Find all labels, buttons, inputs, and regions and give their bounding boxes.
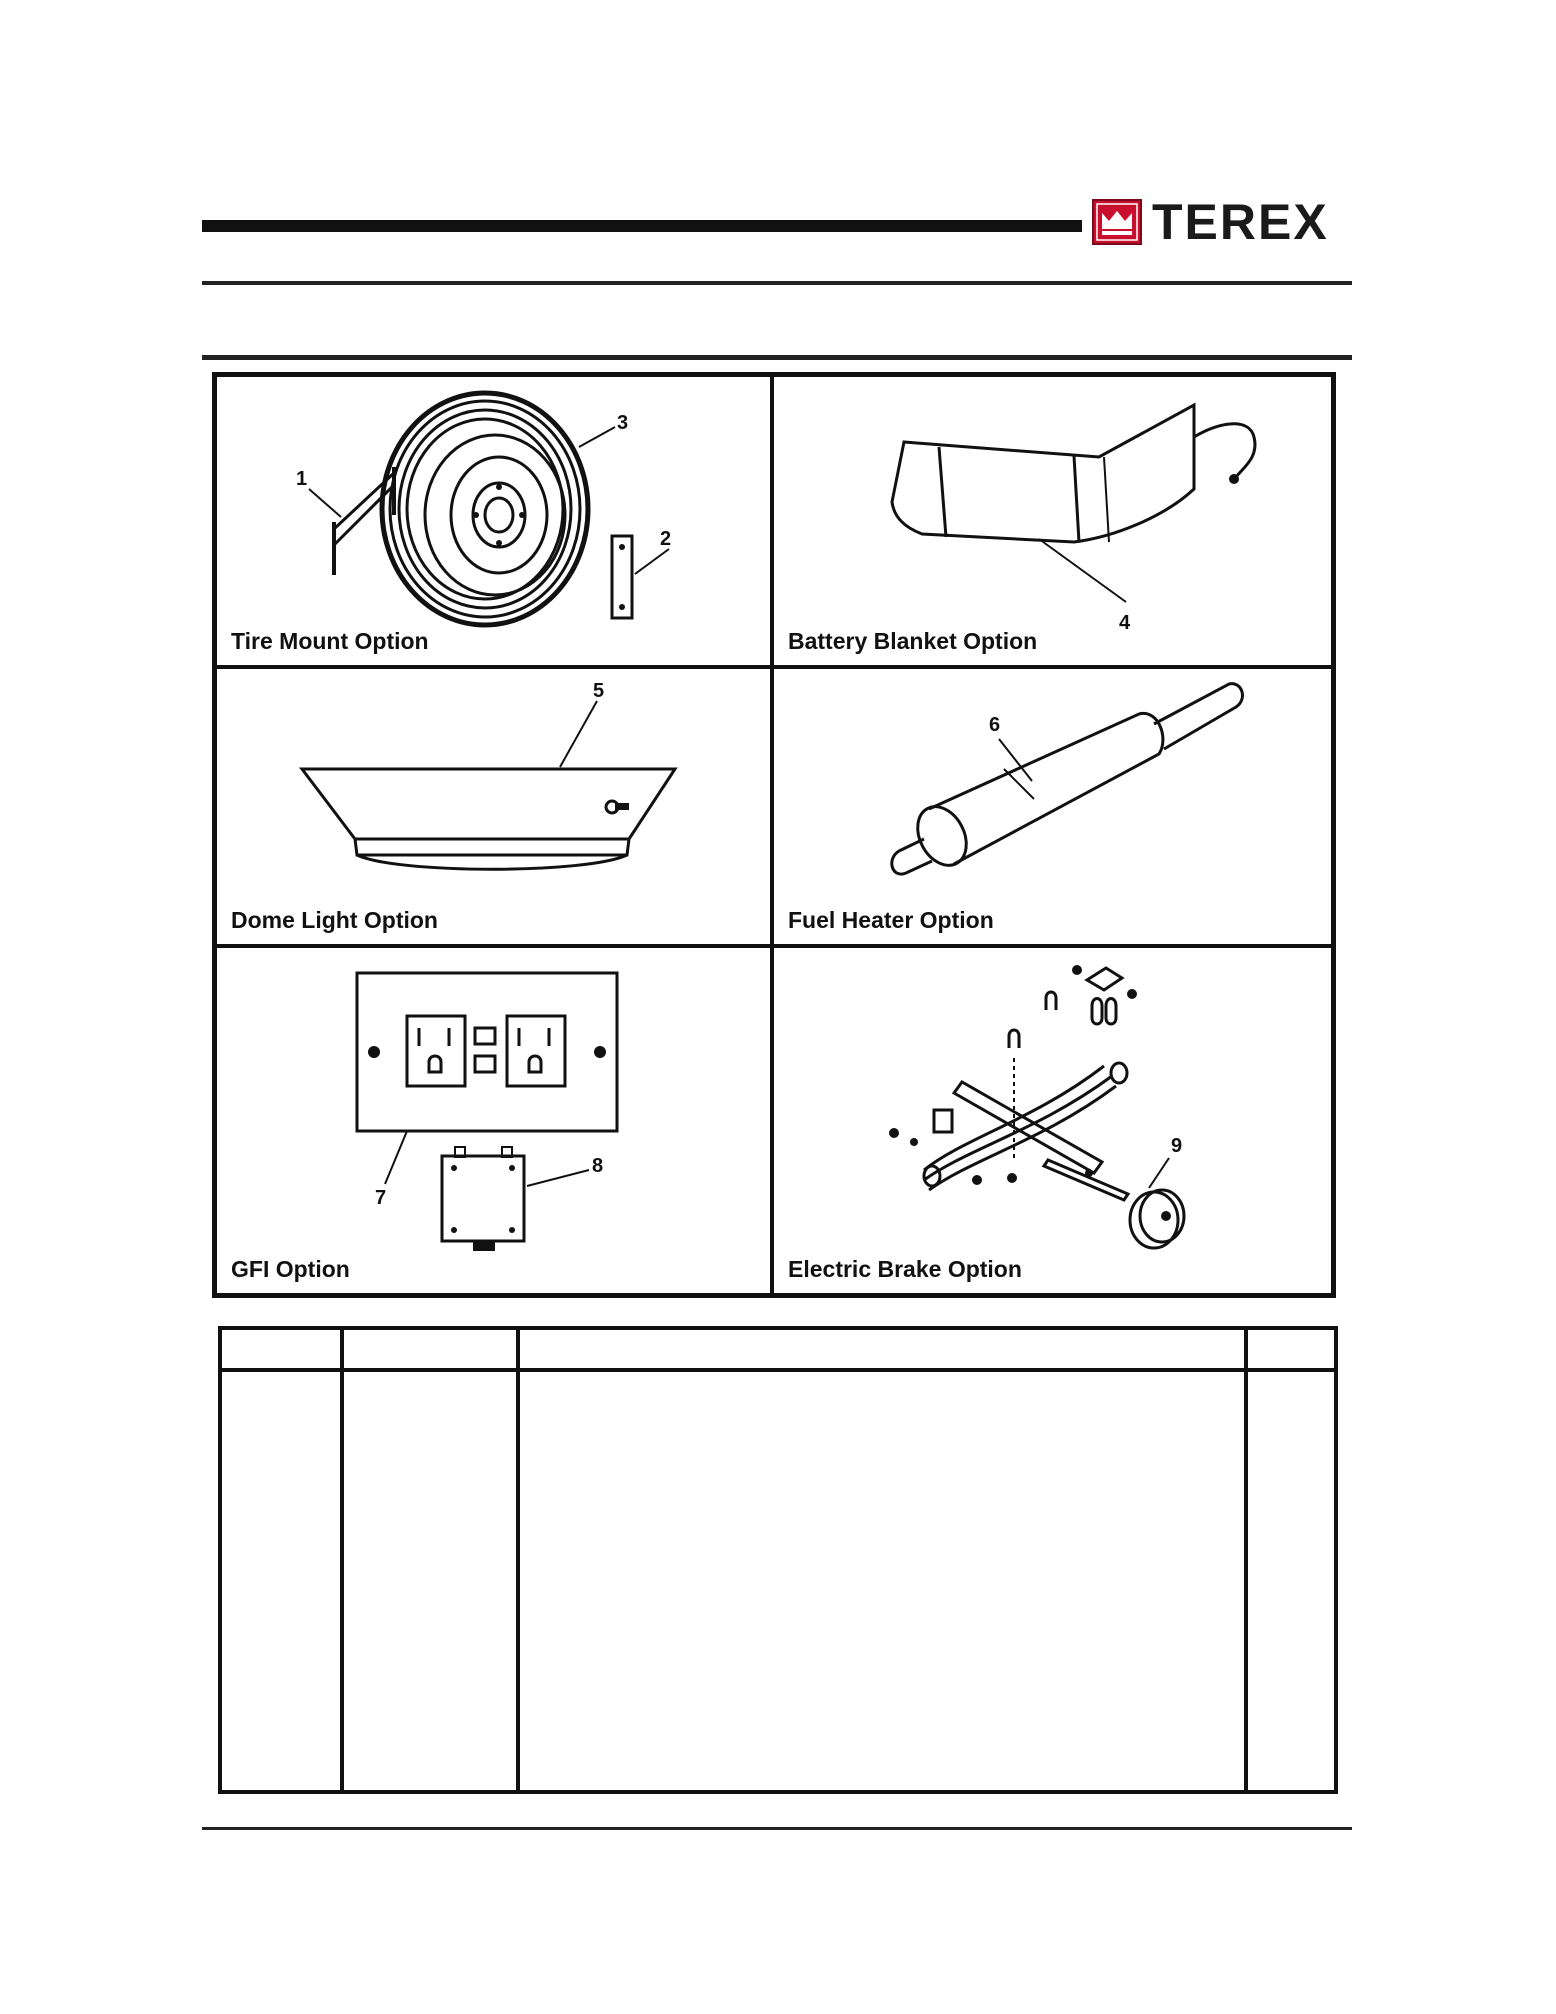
battery-blanket-label: Battery Blanket Option xyxy=(788,628,1038,654)
tire-mount-illustration xyxy=(217,377,770,665)
battery-blanket-illustration xyxy=(774,377,1331,665)
fuel-heater-illustration xyxy=(774,669,1331,944)
callout-6: 6 xyxy=(989,714,1001,736)
terex-crown-icon xyxy=(1092,199,1142,245)
gfi-label: GFI Option xyxy=(231,1256,350,1282)
tire-mount-panel xyxy=(217,377,770,665)
callout-9: 9 xyxy=(1171,1135,1183,1157)
parts-table-col-divider-2 xyxy=(516,1330,520,1790)
dome-light-label: Dome Light Option xyxy=(231,907,438,933)
parts-list-table xyxy=(218,1326,1338,1794)
dome-light-illustration xyxy=(217,669,770,944)
tire-mount-label: Tire Mount Option xyxy=(231,628,429,654)
callout-8: 8 xyxy=(592,1155,604,1177)
options-illustration-grid xyxy=(212,372,1336,1298)
parts-table-col-divider-3 xyxy=(1244,1330,1248,1790)
fuel-heater-panel xyxy=(774,669,1331,944)
parts-table-col-divider-1 xyxy=(340,1330,344,1790)
header-rule-bottom xyxy=(202,355,1352,360)
footer-rule xyxy=(202,1827,1352,1830)
callout-5: 5 xyxy=(593,680,605,702)
battery-blanket-panel xyxy=(774,377,1331,665)
dome-light-panel xyxy=(217,669,770,944)
fuel-heater-label: Fuel Heater Option xyxy=(788,907,994,933)
callout-4: 4 xyxy=(1119,612,1131,634)
callout-7: 7 xyxy=(375,1187,387,1209)
header-bar xyxy=(202,220,1082,232)
gfi-illustration xyxy=(217,948,770,1293)
electric-brake-panel xyxy=(774,948,1331,1293)
gfi-panel xyxy=(217,948,770,1293)
header-rule-top xyxy=(202,281,1352,285)
brand-name: TEREX xyxy=(1152,194,1329,250)
callout-2: 2 xyxy=(660,528,672,550)
callout-1: 1 xyxy=(296,468,308,490)
parts-table-header-rule xyxy=(222,1368,1334,1372)
callout-3: 3 xyxy=(617,412,629,434)
electric-brake-label: Electric Brake Option xyxy=(788,1256,1022,1282)
electric-brake-illustration xyxy=(774,948,1331,1293)
terex-logo xyxy=(1092,196,1352,248)
